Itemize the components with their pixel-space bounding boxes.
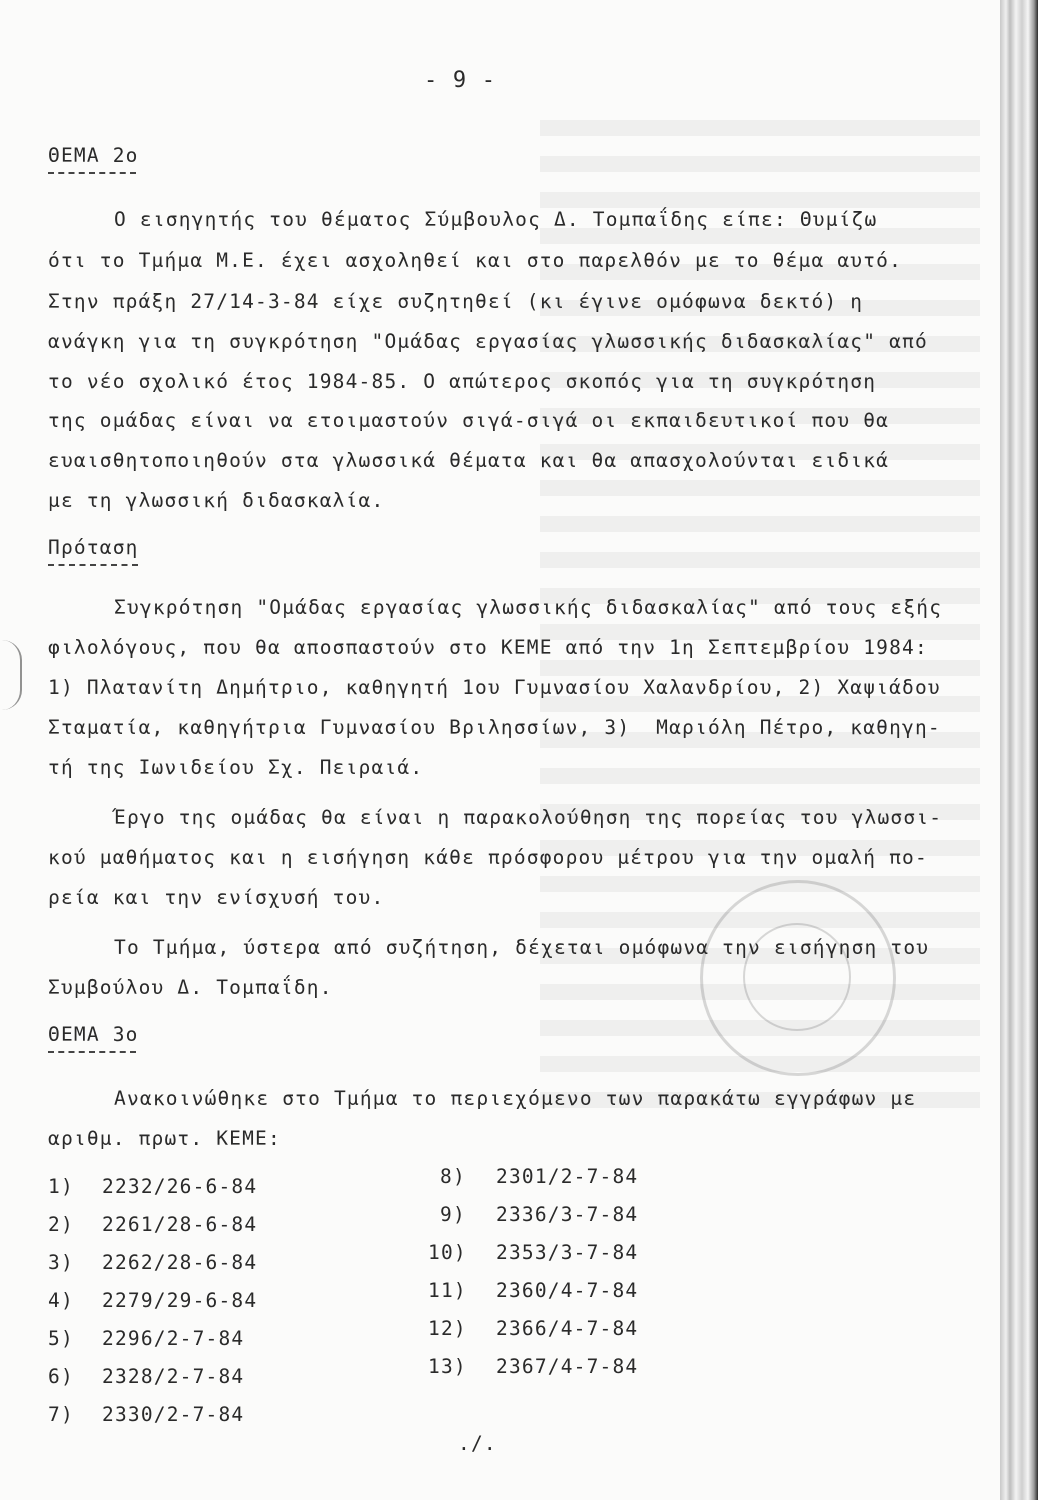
list-item-number: 2)	[48, 1213, 74, 1236]
list-item-ref: 2360/4-7-84	[496, 1279, 639, 1302]
list-item-number: 9)	[440, 1203, 466, 1226]
margin-pencil-mark	[0, 640, 22, 710]
proposal-line: ρεία και την ενίσχυσή του.	[48, 886, 385, 909]
section-3-heading: ΘΕΜΑ 3ο	[48, 1023, 139, 1046]
section-2-line: ευαισθητοποιηθούν στα γλωσσικά θέματα και θα απασχολούνται ειδικά	[48, 449, 890, 472]
list-item-number: 5)	[48, 1327, 74, 1350]
list-item-ref: 2262/28-6-84	[102, 1251, 258, 1274]
list-item-number: 12)	[428, 1317, 467, 1340]
section-2-line: με τη γλωσσική διδασκαλία.	[48, 489, 385, 512]
section-2-heading: ΘΕΜΑ 2ο	[48, 144, 139, 167]
proposal-line: Το Τμήμα, ύστερα από συζήτηση, δέχεται ομόφωνα την εισήγηση του	[114, 936, 930, 959]
list-item-ref: 2336/3-7-84	[496, 1203, 639, 1226]
list-item-number: 4)	[48, 1289, 74, 1312]
page-number: - 9 -	[424, 68, 497, 93]
heading-underline	[48, 1051, 136, 1053]
list-item-ref: 2279/29-6-84	[102, 1289, 258, 1312]
list-item-ref: 2301/2-7-84	[496, 1165, 639, 1188]
list-item-ref: 2261/28-6-84	[102, 1213, 258, 1236]
heading-underline	[48, 172, 136, 174]
list-item-number: 1)	[48, 1175, 74, 1198]
list-item-ref: 2232/26-6-84	[102, 1175, 258, 1198]
list-item-ref: 2296/2-7-84	[102, 1327, 245, 1350]
section-2-line: ανάγκη για τη συγκρότηση "Ομάδας εργασίας γλωσσικής διδασκαλίας" από	[48, 330, 928, 353]
list-item-ref: 2353/3-7-84	[496, 1241, 639, 1264]
proposal-line: τή της Ιωνιδείου Σχ. Πειραιά.	[48, 756, 424, 779]
section-3-line: αριθμ. πρωτ. ΚΕΜΕ:	[48, 1127, 281, 1150]
proposal-heading: Πρόταση	[48, 536, 139, 559]
section-2-line: Ο εισηγητής του θέματος Σύμβουλος Δ. Τομπαΐδης είπε: Θυμίζω	[114, 208, 878, 231]
proposal-line: Σταματία, καθηγήτρια Γυμνασίου Βριλησσίων, 3) Μαριόλη Πέτρο, καθηγη-	[48, 716, 941, 739]
heading-underline	[48, 564, 138, 566]
book-page-edges	[1000, 0, 1038, 1500]
list-item-number: 6)	[48, 1365, 74, 1388]
proposal-line: Συμβούλου Δ. Τομπαΐδη.	[48, 976, 333, 999]
list-item-number: 11)	[428, 1279, 467, 1302]
proposal-line: 1) Πλατανίτη Δημήτριο, καθηγητή 1ου Γυμνασίου Χαλανδρίου, 2) Χαψιάδου	[48, 676, 941, 699]
continuation-mark: ./.	[458, 1432, 497, 1455]
section-3-line: Ανακοινώθηκε στο Τμήμα το περιεχόμενο των παρακάτω εγγράφων με	[114, 1087, 917, 1110]
proposal-line: Συγκρότηση "Ομάδας εργασίας γλωσσικής διδασκαλίας" από τους εξής	[114, 596, 943, 619]
section-2-line: ότι το Τμήμα Μ.Ε. έχει ασχοληθεί και στο παρελθόν με το θέμα αυτό.	[48, 249, 903, 272]
list-item-ref: 2330/2-7-84	[102, 1403, 245, 1426]
official-stamp	[700, 880, 896, 1076]
list-item-number: 7)	[48, 1403, 74, 1426]
list-item-ref: 2366/4-7-84	[496, 1317, 639, 1340]
section-2-line: της ομάδας είναι να ετοιμαστούν σιγά-σιγά οι εκπαιδευτικοί που θα	[48, 409, 890, 432]
list-item-ref: 2367/4-7-84	[496, 1355, 639, 1378]
list-item-number: 8)	[440, 1165, 466, 1188]
section-2-line: το νέο σχολικό έτος 1984-85. Ο απώτερος σκοπός για τη συγκρότηση	[48, 370, 877, 393]
list-item-number: 13)	[428, 1355, 467, 1378]
section-2-line: Στην πράξη 27/14-3-84 είχε συζητηθεί (κι έγινε ομόφωνα δεκτό) η	[48, 290, 864, 313]
proposal-line: Έργο της ομάδας θα είναι η παρακολούθηση της πορείας του γλωσσι-	[114, 806, 943, 829]
list-item-number: 10)	[428, 1241, 467, 1264]
proposal-line: φιλολόγους, που θα αποσπαστούν στο ΚΕΜΕ από την 1η Σεπτεμβρίου 1984:	[48, 636, 928, 659]
list-item-number: 3)	[48, 1251, 74, 1274]
list-item-ref: 2328/2-7-84	[102, 1365, 245, 1388]
proposal-line: κού μαθήματος και η εισήγηση κάθε πρόσφορου μέτρου για την ομαλή πο-	[48, 846, 928, 869]
